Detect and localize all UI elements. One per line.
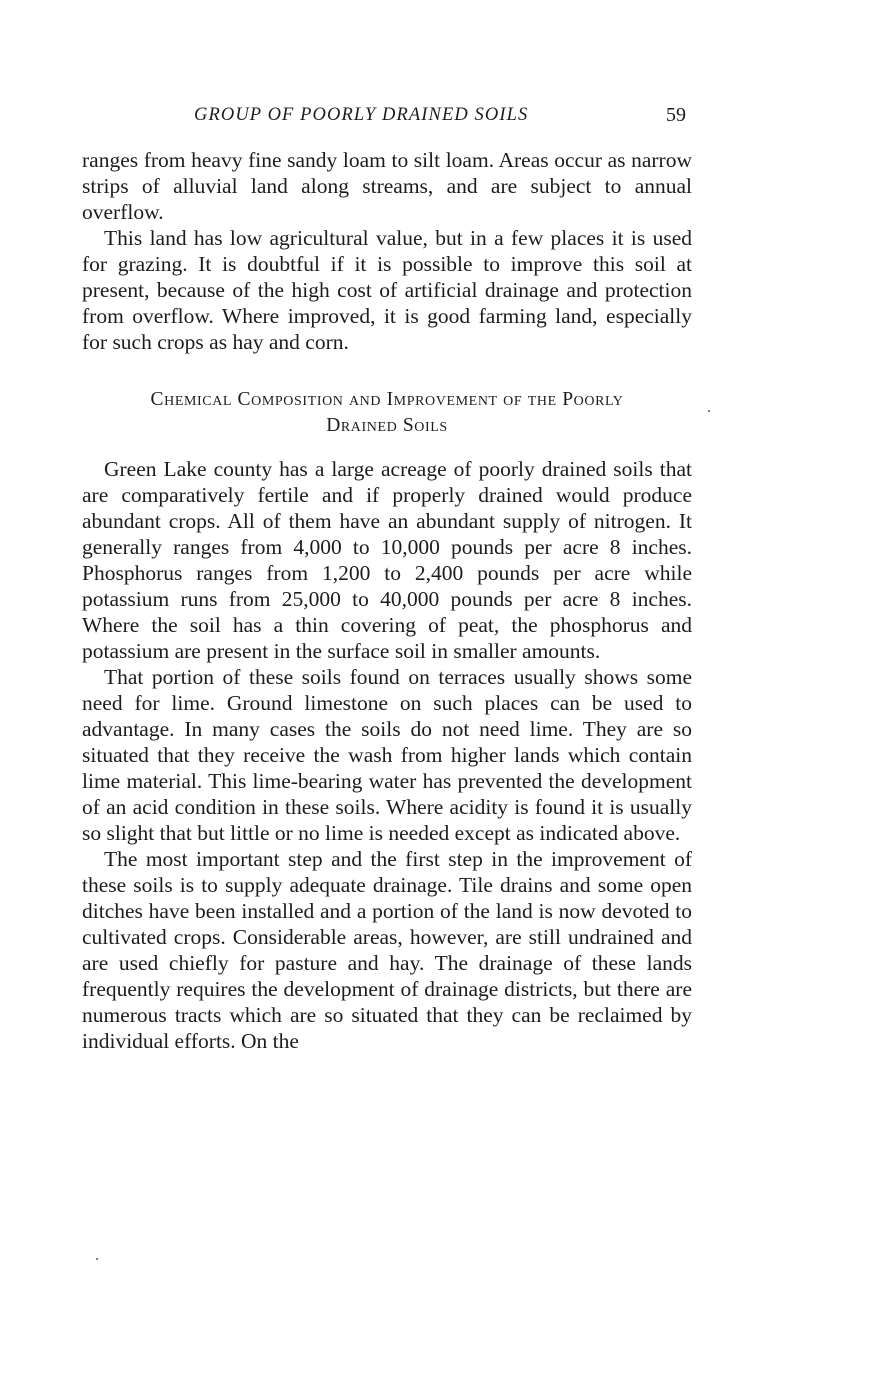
book-page (82, 100, 692, 1054)
scan-speck (708, 410, 710, 412)
paragraph-fertility: Green Lake county has a large acreage of poorly drained soils that are comparatively fertile and if properly drained would produce abundant crops. All of them have an abundant supply of nitrogen. It generally ranges from 4,000 to 10,000 pounds per acre 8 inches. Phosphorus ranges from 1,200 to 2,400 pounds per acre while potassium runs from 25,000 to 40,000 pounds per acre 8 inches. Where the soil has a thin covering of peat, the phosphorus and potassium are present in the surface soil in smaller amounts. (82, 457, 692, 663)
page-number: 59 (666, 104, 686, 126)
scan-speck (96, 1258, 98, 1260)
section-heading-line-2: Drained Soils (326, 415, 448, 436)
paragraph-lime: That portion of these soils found on terraces usually shows some need for lime. Ground limestone on such places can be used to advantage. In many cases the soils do not need lime. They are so situated that they receive the wash from higher lands which contain lime material. This lime-bearing water has prevented the development of an acid condition in these soils. Where acidity is found it is usually so slight that but little or no lime is needed except as indicated above. (82, 665, 692, 845)
paragraph-drainage: The most important step and the first step in the improvement of these soils is to supply adequate drainage. Tile drains and some open ditches have been installed and a portion of the land is now devoted to cultivated crops. Considerable areas, however, are still undrained and are used chiefly for pasture and hay. The drainage of these lands frequently requires the development of drainage districts, but there are numerous tracts which are so situated that they can be reclaimed by individual efforts. On the (82, 847, 692, 1053)
section-heading-line-1: Chemical Composition and Improvement of the Poorly (150, 389, 624, 410)
paragraph-agricultural-value: This land has low agricultural value, but in a few places it is used for grazing. It is doubtful if it is possible to improve this soil at present, because of the high cost of artificial drainage and protection from overflow. Where improved, it is good farming land, especially for such crops as hay and corn. (82, 226, 692, 354)
section-heading (82, 387, 692, 439)
paragraph-continued: ranges from heavy fine sandy loam to silt loam. Areas occur as narrow strips of alluvial land along streams, and are subject to annual overflow. (82, 148, 692, 224)
running-header (82, 100, 692, 130)
running-title: GROUP OF POORLY DRAINED SOILS (194, 105, 529, 125)
